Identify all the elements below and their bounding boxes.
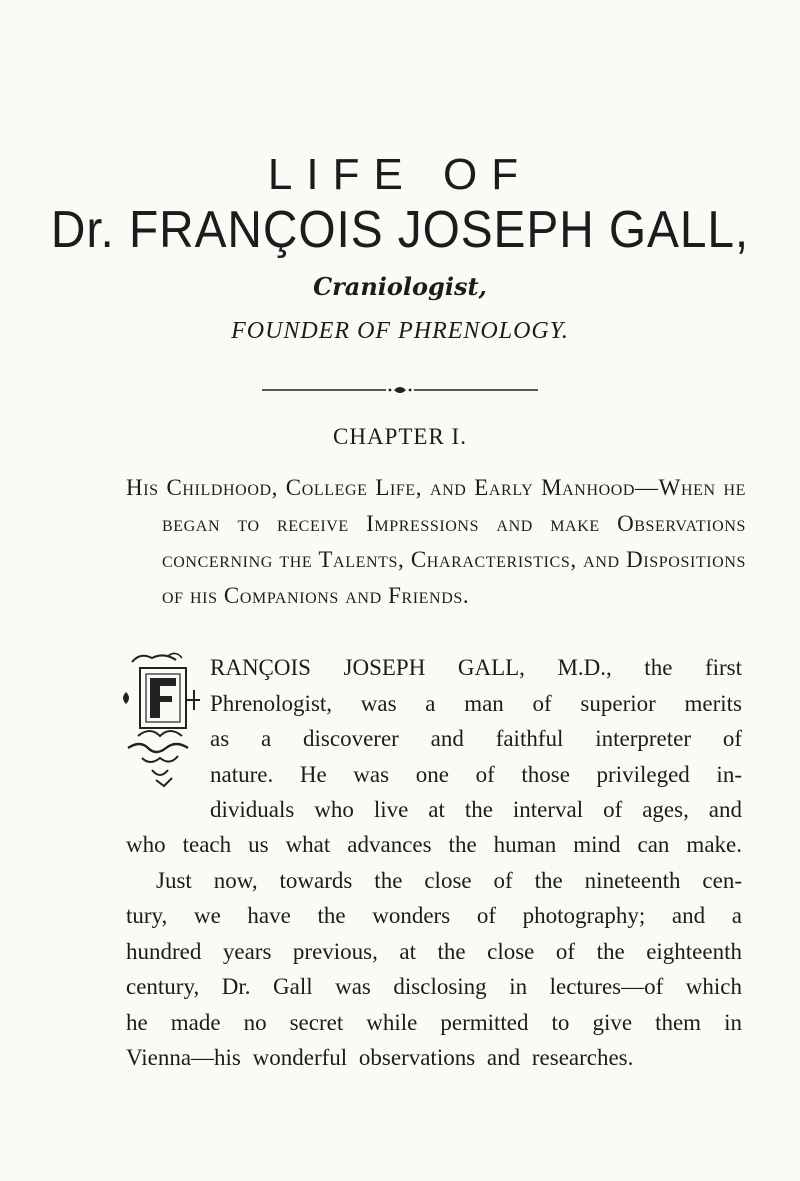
- dropcap-ornament-icon: [120, 652, 200, 790]
- body-line: nature. He was one of those privileged in-: [210, 761, 742, 787]
- body-line: Vienna—his wonderful observations and researches.: [126, 1045, 634, 1070]
- body-line: who teach us what advances the human mind can make.: [126, 832, 742, 857]
- ornamental-divider-icon: [262, 384, 538, 396]
- chapter-summary: His Childhood, College Life, and Early Manhood—When he began to receive Impressions and make Observations concerning the Talents, Characteristics, and Dispositions of his Companions and Friends.: [126, 475, 746, 608]
- opening-paragraph-continued: [126, 827, 742, 1076]
- body-line: century, Dr. Gall was disclosing in lectures—of which: [126, 974, 742, 999]
- subtitle-craniologist: Craniologist,: [313, 272, 487, 301]
- chapter-heading: CHAPTER I.: [333, 424, 467, 449]
- body-line: he made no secret while permitted to give them in: [126, 1009, 742, 1035]
- body-line: tury, we have the wonders of photography; and a: [126, 903, 742, 928]
- body-line: Phrenologist, was a man of superior merits: [210, 690, 742, 716]
- founder-line: FOUNDER OF PHRENOLOGY.: [231, 318, 569, 344]
- title-name: Dr. FRANÇOIS JOSEPH GALL,: [50, 201, 750, 259]
- body-line: Just now, towards the close of the nineteenth cen-: [156, 867, 742, 893]
- opening-paragraph-wrapped: [210, 650, 742, 828]
- body-line: hundred years previous, at the close of the eighteenth: [126, 938, 742, 964]
- body-line: RANÇOIS JOSEPH GALL, M.D., the first: [210, 655, 742, 680]
- body-line: dividuals who live at the interval of ages, and: [210, 797, 742, 822]
- title-life-of: LIFE OF: [267, 150, 533, 199]
- body-line: as a discoverer and faithful interpreter of: [210, 726, 742, 751]
